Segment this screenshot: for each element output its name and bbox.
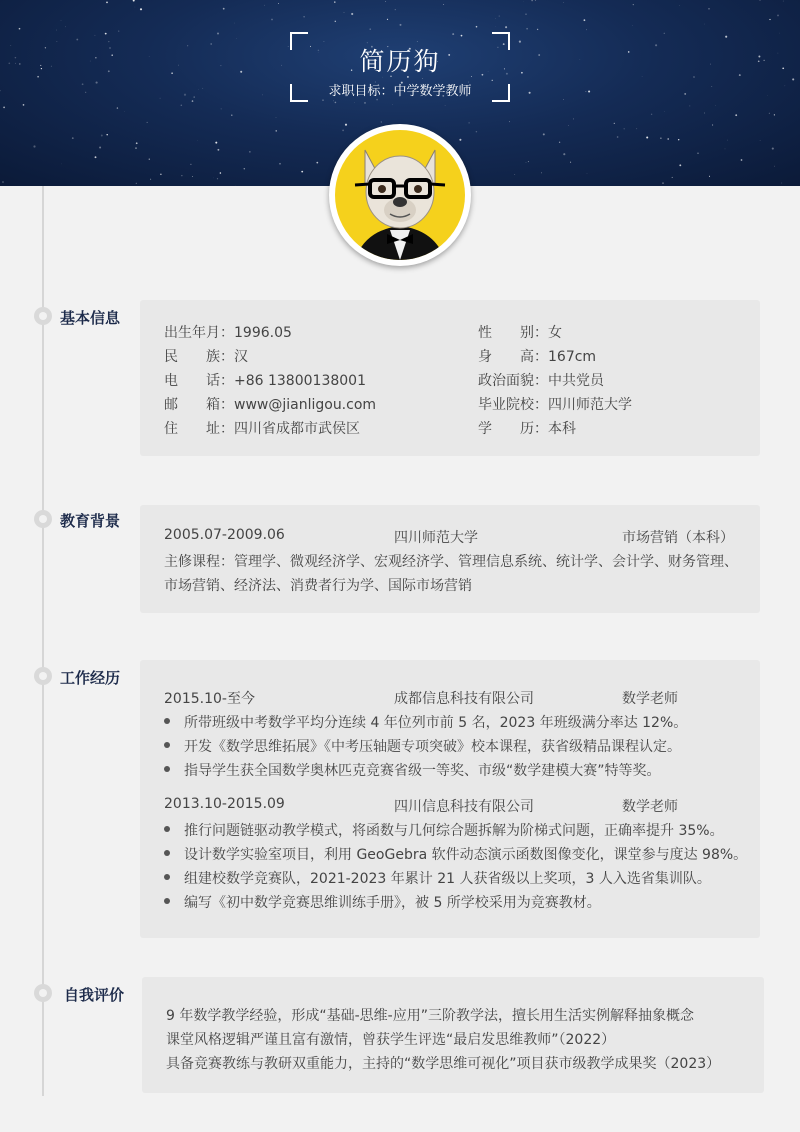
star: [95, 156, 97, 158]
star: [15, 63, 16, 64]
star: [217, 33, 219, 35]
star: [445, 105, 446, 106]
star: [563, 153, 565, 155]
bullet-dot-icon: [164, 850, 170, 856]
star: [190, 164, 191, 165]
star: [234, 23, 235, 24]
edu-courses-line1: 主修课程：管理学、微观经济学、宏观经济学、管理信息系统、统计学、会计学、财务管理、: [164, 554, 738, 570]
info-address: 住 址：四川省成都市武侯区: [164, 421, 360, 437]
star: [679, 164, 681, 166]
star: [135, 7, 136, 8]
star: [220, 172, 222, 174]
star: [758, 56, 760, 58]
star: [109, 47, 111, 49]
star: [181, 104, 183, 106]
education-card: [140, 505, 760, 613]
star: [777, 14, 779, 16]
star: [678, 139, 679, 140]
star: [774, 166, 775, 167]
star: [3, 107, 5, 109]
star: [111, 54, 113, 56]
info-ethnicity: 民 族：汉: [164, 349, 248, 365]
star: [192, 100, 194, 102]
info-political: 政治面貌：中共党员: [478, 373, 604, 389]
star: [220, 65, 221, 66]
edu-date: 2005.07-2009.06: [164, 527, 285, 543]
star: [543, 133, 545, 135]
star: [160, 98, 161, 99]
star: [19, 28, 21, 30]
star: [672, 177, 673, 178]
star: [203, 88, 204, 89]
star: [2, 181, 4, 183]
edu-school: 四川师范大学: [394, 530, 478, 546]
star: [725, 149, 726, 150]
star: [764, 60, 765, 61]
star: [51, 66, 52, 67]
star: [149, 159, 150, 160]
star: [741, 159, 743, 161]
star: [633, 4, 634, 5]
timeline-dot-icon: [34, 984, 52, 1002]
star: [56, 30, 57, 31]
star: [65, 26, 66, 27]
job-date: 2013.10-2015.09: [164, 796, 285, 812]
timeline-dot-icon: [34, 667, 52, 685]
star: [684, 93, 686, 95]
star: [276, 130, 277, 131]
star: [769, 113, 770, 114]
star: [281, 65, 282, 66]
self-line: 9 年数学教学经验，形成“基础-思维-应用”三阶教学法，擅长用生活实例解释抽象概念: [166, 1008, 694, 1024]
star: [704, 113, 705, 114]
star: [529, 92, 531, 94]
star: [95, 57, 96, 58]
star: [193, 96, 194, 97]
star: [779, 33, 780, 34]
star: [781, 183, 782, 184]
star: [772, 148, 774, 150]
star: [171, 72, 173, 74]
star: [72, 137, 74, 139]
star: [57, 41, 58, 42]
star: [541, 173, 542, 174]
star: [614, 123, 615, 124]
star: [221, 109, 222, 110]
star: [646, 136, 648, 138]
star: [385, 1, 386, 2]
star: [370, 28, 371, 29]
star: [106, 134, 107, 135]
star: [624, 129, 625, 130]
star: [82, 83, 84, 85]
info-phone: 电 话：+86 13800138001: [164, 373, 366, 389]
star: [381, 121, 382, 122]
star: [181, 175, 182, 176]
star: [570, 162, 571, 163]
star: [215, 142, 217, 144]
star: [476, 26, 478, 28]
bullet-dot-icon: [164, 766, 170, 772]
star: [526, 28, 528, 30]
star: [106, 2, 108, 4]
bullet-dot-icon: [164, 742, 170, 748]
star: [96, 82, 98, 84]
info-birth: 出生年月：1996.05: [164, 325, 292, 341]
star: [160, 174, 161, 175]
star: [727, 140, 728, 141]
star: [642, 76, 643, 77]
star: [443, 4, 444, 5]
star: [715, 105, 716, 106]
section-title-self: 自我评价: [64, 986, 125, 1004]
star: [37, 76, 39, 78]
star: [495, 18, 496, 19]
star: [651, 114, 652, 115]
star: [586, 29, 587, 30]
star: [33, 145, 35, 147]
star: [316, 162, 318, 164]
star: [45, 47, 46, 48]
star: [108, 70, 110, 72]
star: [521, 72, 523, 74]
star: [509, 121, 510, 122]
star: [279, 163, 281, 165]
star: [192, 176, 193, 177]
star: [712, 124, 713, 125]
star: [531, 0, 532, 1]
star: [342, 130, 344, 132]
self-evaluation-card: [142, 977, 764, 1093]
star: [0, 90, 1, 91]
star: [124, 111, 125, 112]
star: [288, 46, 289, 47]
star: [395, 9, 396, 10]
star: [710, 64, 711, 65]
star: [278, 3, 279, 4]
bullet-dot-icon: [164, 898, 170, 904]
star: [617, 136, 619, 138]
star: [105, 33, 107, 35]
star: [108, 41, 109, 42]
star: [709, 176, 710, 177]
info-height: 身 高：167cm: [478, 349, 597, 365]
star: [655, 44, 657, 46]
star: [528, 161, 529, 162]
star: [499, 16, 500, 17]
star: [697, 153, 698, 154]
star: [334, 1, 335, 2]
job-bullet: 推行问题链驱动教学模式，将函数与几何综合题拆解为阶梯式问题，正确率提升 35%。: [164, 820, 724, 840]
star: [19, 63, 20, 64]
star: [563, 99, 564, 100]
edu-major: 市场营销（本科）: [622, 530, 734, 546]
star: [99, 146, 101, 148]
star: [792, 78, 794, 80]
job-bullet: 设计数学实验室项目，利用 GeoGebra 软件动态演示函数图像变化，课堂参与度达 98%。: [164, 844, 747, 864]
star: [301, 171, 303, 173]
timeline-dot-icon: [34, 307, 52, 325]
star: [778, 53, 779, 54]
info-degree: 学 历：本科: [478, 421, 576, 437]
info-school: 毕业院校：四川师范大学: [478, 397, 632, 413]
star: [217, 178, 218, 179]
star: [585, 91, 586, 92]
star: [40, 65, 41, 66]
star: [101, 135, 103, 137]
star: [628, 51, 630, 53]
star: [535, 0, 536, 1]
star: [505, 26, 507, 28]
star: [538, 54, 540, 56]
star: [760, 140, 761, 141]
section-title-work: 工作经历: [60, 669, 121, 687]
self-line: 具备竞赛教练与教研双重能力，主持的“数学思维可视化”项目获市级教学成果奖（2023）: [166, 1056, 721, 1072]
star: [537, 29, 538, 30]
star: [725, 36, 727, 38]
star: [774, 114, 775, 115]
star: [711, 86, 712, 87]
star: [276, 117, 277, 118]
star: [783, 1, 784, 2]
star: [118, 31, 119, 32]
star: [41, 68, 42, 69]
star: [739, 74, 741, 76]
star: [662, 182, 664, 184]
star: [94, 35, 95, 36]
star: [23, 104, 25, 106]
job-bullet: 开发《数学思维拓展》《中考压轴题专项突破》校本课程，获省级精品课程认定。: [164, 736, 681, 756]
star: [526, 162, 527, 163]
bullet-dot-icon: [164, 874, 170, 880]
star: [525, 14, 526, 15]
star: [364, 102, 366, 104]
star: [459, 139, 461, 141]
star: [150, 179, 151, 180]
edu-courses-line2: 市场营销、经济法、消费者行为学、国际市场营销: [164, 578, 472, 594]
star: [244, 168, 245, 169]
star: [345, 124, 347, 126]
star: [782, 67, 784, 69]
star: [693, 76, 694, 77]
star: [61, 164, 62, 165]
star: [588, 90, 590, 92]
star: [210, 43, 212, 45]
star: [689, 105, 690, 106]
star: [303, 16, 304, 17]
star: [335, 21, 336, 22]
job-date: 2015.10-至今: [164, 691, 255, 707]
star: [264, 5, 265, 6]
star: [136, 183, 137, 184]
star: [198, 90, 199, 91]
job-bullet: 组建校数学竞赛队，2021-2023 年累计 21 人获省级以上奖项，3 人入选省集训队。: [164, 868, 711, 888]
star: [758, 60, 760, 62]
section-title-basic: 基本信息: [60, 309, 121, 327]
self-line: 课堂风格逻辑严谨且富有激情，曾获学生评选“最启发思维教师”（2022）: [166, 1032, 616, 1048]
star: [563, 2, 564, 3]
star: [573, 118, 574, 119]
star: [15, 57, 17, 59]
star: [90, 61, 91, 62]
star: [136, 142, 138, 144]
avatar: [329, 124, 471, 266]
star: [140, 8, 142, 10]
star: [392, 104, 393, 105]
job-company: 成都信息科技有限公司: [394, 691, 534, 707]
job-role: 数学老师: [622, 691, 678, 707]
star: [387, 19, 388, 20]
star: [133, 0, 135, 2]
star: [667, 138, 669, 140]
star: [76, 39, 78, 41]
bullet-dot-icon: [164, 826, 170, 832]
title-frame: [290, 32, 510, 102]
star: [584, 19, 586, 21]
work-card: [140, 660, 760, 938]
star: [632, 25, 633, 26]
star: [61, 20, 62, 21]
star: [637, 129, 638, 130]
star: [568, 125, 569, 126]
star: [735, 114, 737, 116]
candidate-name: 简历狗: [359, 47, 441, 76]
star: [769, 19, 770, 20]
star: [262, 95, 263, 96]
job-bullet: 指导学生获全国数学奥林匹克竞赛省级一等奖、市级“数学建模大赛”特等奖。: [164, 760, 661, 780]
star: [708, 8, 710, 10]
star: [10, 45, 11, 46]
star: [85, 92, 86, 93]
star: [476, 131, 477, 132]
dog-avatar-icon: [335, 130, 465, 260]
star: [664, 33, 665, 34]
star: [515, 174, 516, 175]
star: [351, 13, 353, 15]
star: [559, 142, 560, 143]
star: [240, 71, 242, 73]
star: [217, 149, 219, 151]
star: [249, 151, 250, 152]
star: [660, 138, 661, 139]
star: [231, 115, 232, 116]
star: [271, 19, 273, 21]
star: [147, 122, 148, 123]
star: [519, 41, 521, 43]
job-role: 数学老师: [622, 799, 678, 815]
star: [223, 8, 225, 10]
star: [187, 45, 188, 46]
star: [760, 0, 761, 1]
job-bullet: 编写《初中数学竞赛思维训练手册》，被 5 所学校采用为竞赛教材。: [164, 892, 601, 912]
star: [704, 24, 705, 25]
star: [117, 107, 118, 108]
timeline-dot-icon: [34, 510, 52, 528]
job-company: 四川信息科技有限公司: [394, 799, 534, 815]
job-target: 求职目标：中学数学教师: [328, 84, 472, 99]
job-bullet: 所带班级中考数学平均分连续 4 年位列市前 5 名，2023 年班级满分率达 12%。: [164, 712, 687, 732]
bullet-dot-icon: [164, 718, 170, 724]
section-title-education: 教育背景: [60, 512, 121, 530]
star: [135, 147, 136, 148]
info-gender: 性 别：女: [478, 325, 562, 341]
star: [400, 24, 402, 26]
star: [184, 94, 186, 96]
star: [344, 12, 345, 13]
basic-info-card: [140, 300, 760, 456]
star: [178, 65, 179, 66]
star: [468, 122, 469, 123]
star: [197, 140, 198, 141]
info-email: 邮 箱：www@jianligou.com: [164, 397, 377, 413]
star: [8, 62, 10, 64]
